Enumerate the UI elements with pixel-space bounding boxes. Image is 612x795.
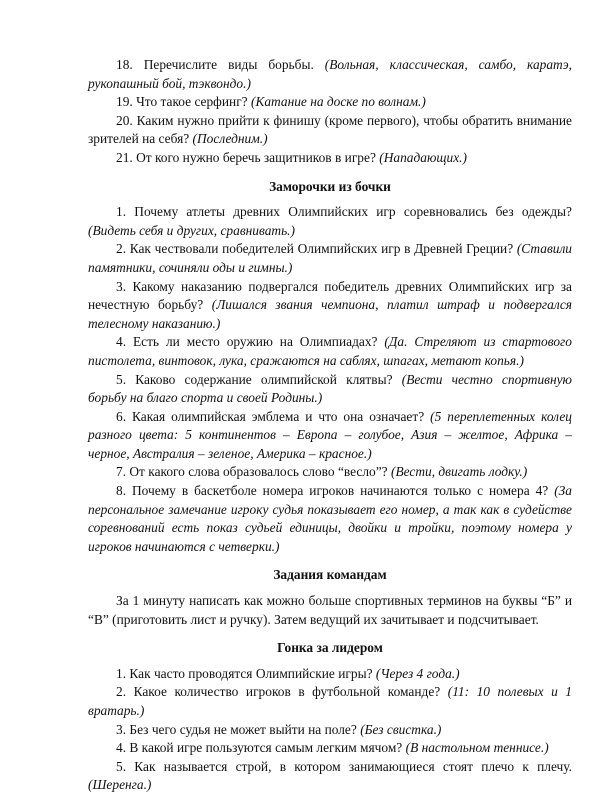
question-item — [88, 93, 572, 112]
question-item — [88, 112, 572, 149]
question-item — [88, 721, 572, 740]
section-heading: Заморочки из бочки — [269, 178, 391, 194]
question-item — [88, 665, 572, 684]
question-item — [88, 149, 572, 168]
answer-text: (Шеренга.) — [88, 777, 152, 793]
question-list-gonka — [88, 665, 572, 795]
answer-text: (В настольном теннисе.) — [405, 740, 549, 756]
question-text: 21. От кого нужно беречь защитников в игре? — [116, 149, 376, 165]
answer-text: (Да. Стреляют из стартового пистолета, винтовок, лука, сражаются на саблях, шпагах, метают копья.) — [88, 334, 572, 368]
question-text: 6. Какая олимпийская эмблема и что она означает? — [116, 408, 425, 424]
question-text: 5. Как называется строй, в котором занимающиеся стоят плечо к плечу. — [116, 758, 572, 774]
question-item — [88, 240, 572, 277]
question-text: 5. Каково содержание олимпийской клятвы? — [116, 371, 393, 387]
question-item — [88, 482, 572, 556]
question-text: 1. Как часто проводятся Олимпийские игры? — [116, 665, 373, 681]
question-item — [88, 278, 572, 334]
answer-text: (Лишался звания чемпиона, платил штраф и подвергался телесному наказанию.) — [88, 297, 572, 331]
question-text: 20. Каким нужно прийти к финишу (кроме первого), чтобы обратить внимание зрителей на себя? — [88, 112, 572, 147]
question-item — [88, 463, 572, 482]
question-item — [88, 371, 572, 408]
question-item — [88, 408, 572, 464]
answer-text: (За персональное замечание игроку судья показывает его номер, а так как в судействе соревнований есть показ судьей единицы, двойки и тройки, поэтому номера у игроков начинаются с четверки.) — [88, 483, 572, 554]
section-heading: Гонка за лидером — [277, 640, 383, 656]
question-item — [88, 758, 572, 795]
question-text: 3. Какому наказанию подвергался победитель древних Олимпийских игр за нечестную борьбу? — [88, 278, 572, 313]
question-text: 4. Есть ли место оружию на Олимпиадах? — [116, 334, 378, 350]
answer-text: (Катание на доске по волнам.) — [251, 94, 426, 110]
answer-text: (Вести, двигать лодку.) — [390, 464, 528, 480]
question-text: 19. Что такое серфинг? — [116, 94, 248, 110]
question-item — [88, 56, 572, 93]
question-text: 8. Почему в баскетболе номера игроков начинаются только с номера 4? — [116, 483, 549, 499]
answer-text: (Видеть себя и других, сравнивать.) — [88, 222, 295, 238]
question-list-top — [88, 56, 572, 168]
question-text: 1. Почему атлеты древних Олимпийских игр соревновались без одежды? — [116, 204, 572, 220]
question-text: 3. Без чего судья не может выйти на поле? — [116, 721, 357, 737]
document-page — [88, 56, 572, 795]
question-text: 2. Какое количество игроков в футбольной команде? — [116, 684, 441, 700]
question-text: 4. В какой игре пользуются самым легким мячом? — [116, 740, 403, 756]
question-text: 18. Перечислите виды борьбы. — [116, 57, 314, 72]
question-list-zamorochki — [88, 203, 572, 556]
answer-text: (Нападающих.) — [379, 149, 467, 165]
answer-text: (11: 10 полевых и 1 вратарь.) — [88, 684, 572, 718]
answer-text: (Ставили памятники, сочиняли оды и гимны.) — [88, 241, 572, 275]
answer-text: (Последним.) — [192, 131, 268, 147]
answer-text: (Через 4 года.) — [375, 665, 460, 681]
question-item — [88, 739, 572, 758]
answer-text: (Вести честно спортивную борьбу на благо спорта и своей Родины.) — [88, 371, 572, 406]
answer-text: (Без свистка.) — [360, 721, 442, 737]
question-text: 2. Как чествовали победителей Олимпийских игр в Древней Греции? — [116, 241, 514, 257]
section-heading: Задания командам — [273, 567, 387, 583]
question-item — [88, 683, 572, 720]
answer-text: (5 переплетенных колец разного цвета: 5 континентов – Европа – голубое, Азия – желтое, Африка – черное, Австралия – зеленое, Америка – красное.) — [88, 408, 572, 461]
answer-text: (Вольная, классическая, самбо, каратэ, рукопашный бой, тэквондо.) — [88, 57, 572, 91]
question-text: 7. От какого слова образовалось слово “весло”? — [116, 464, 388, 480]
task-paragraph: За 1 минуту написать как можно больше спортивных терминов на буквы “Б” и “В” (приготовить лист и ручку). Затем ведущий их зачитывает и подсчитывает. — [88, 593, 572, 627]
question-item — [88, 333, 572, 370]
question-item — [88, 203, 572, 240]
